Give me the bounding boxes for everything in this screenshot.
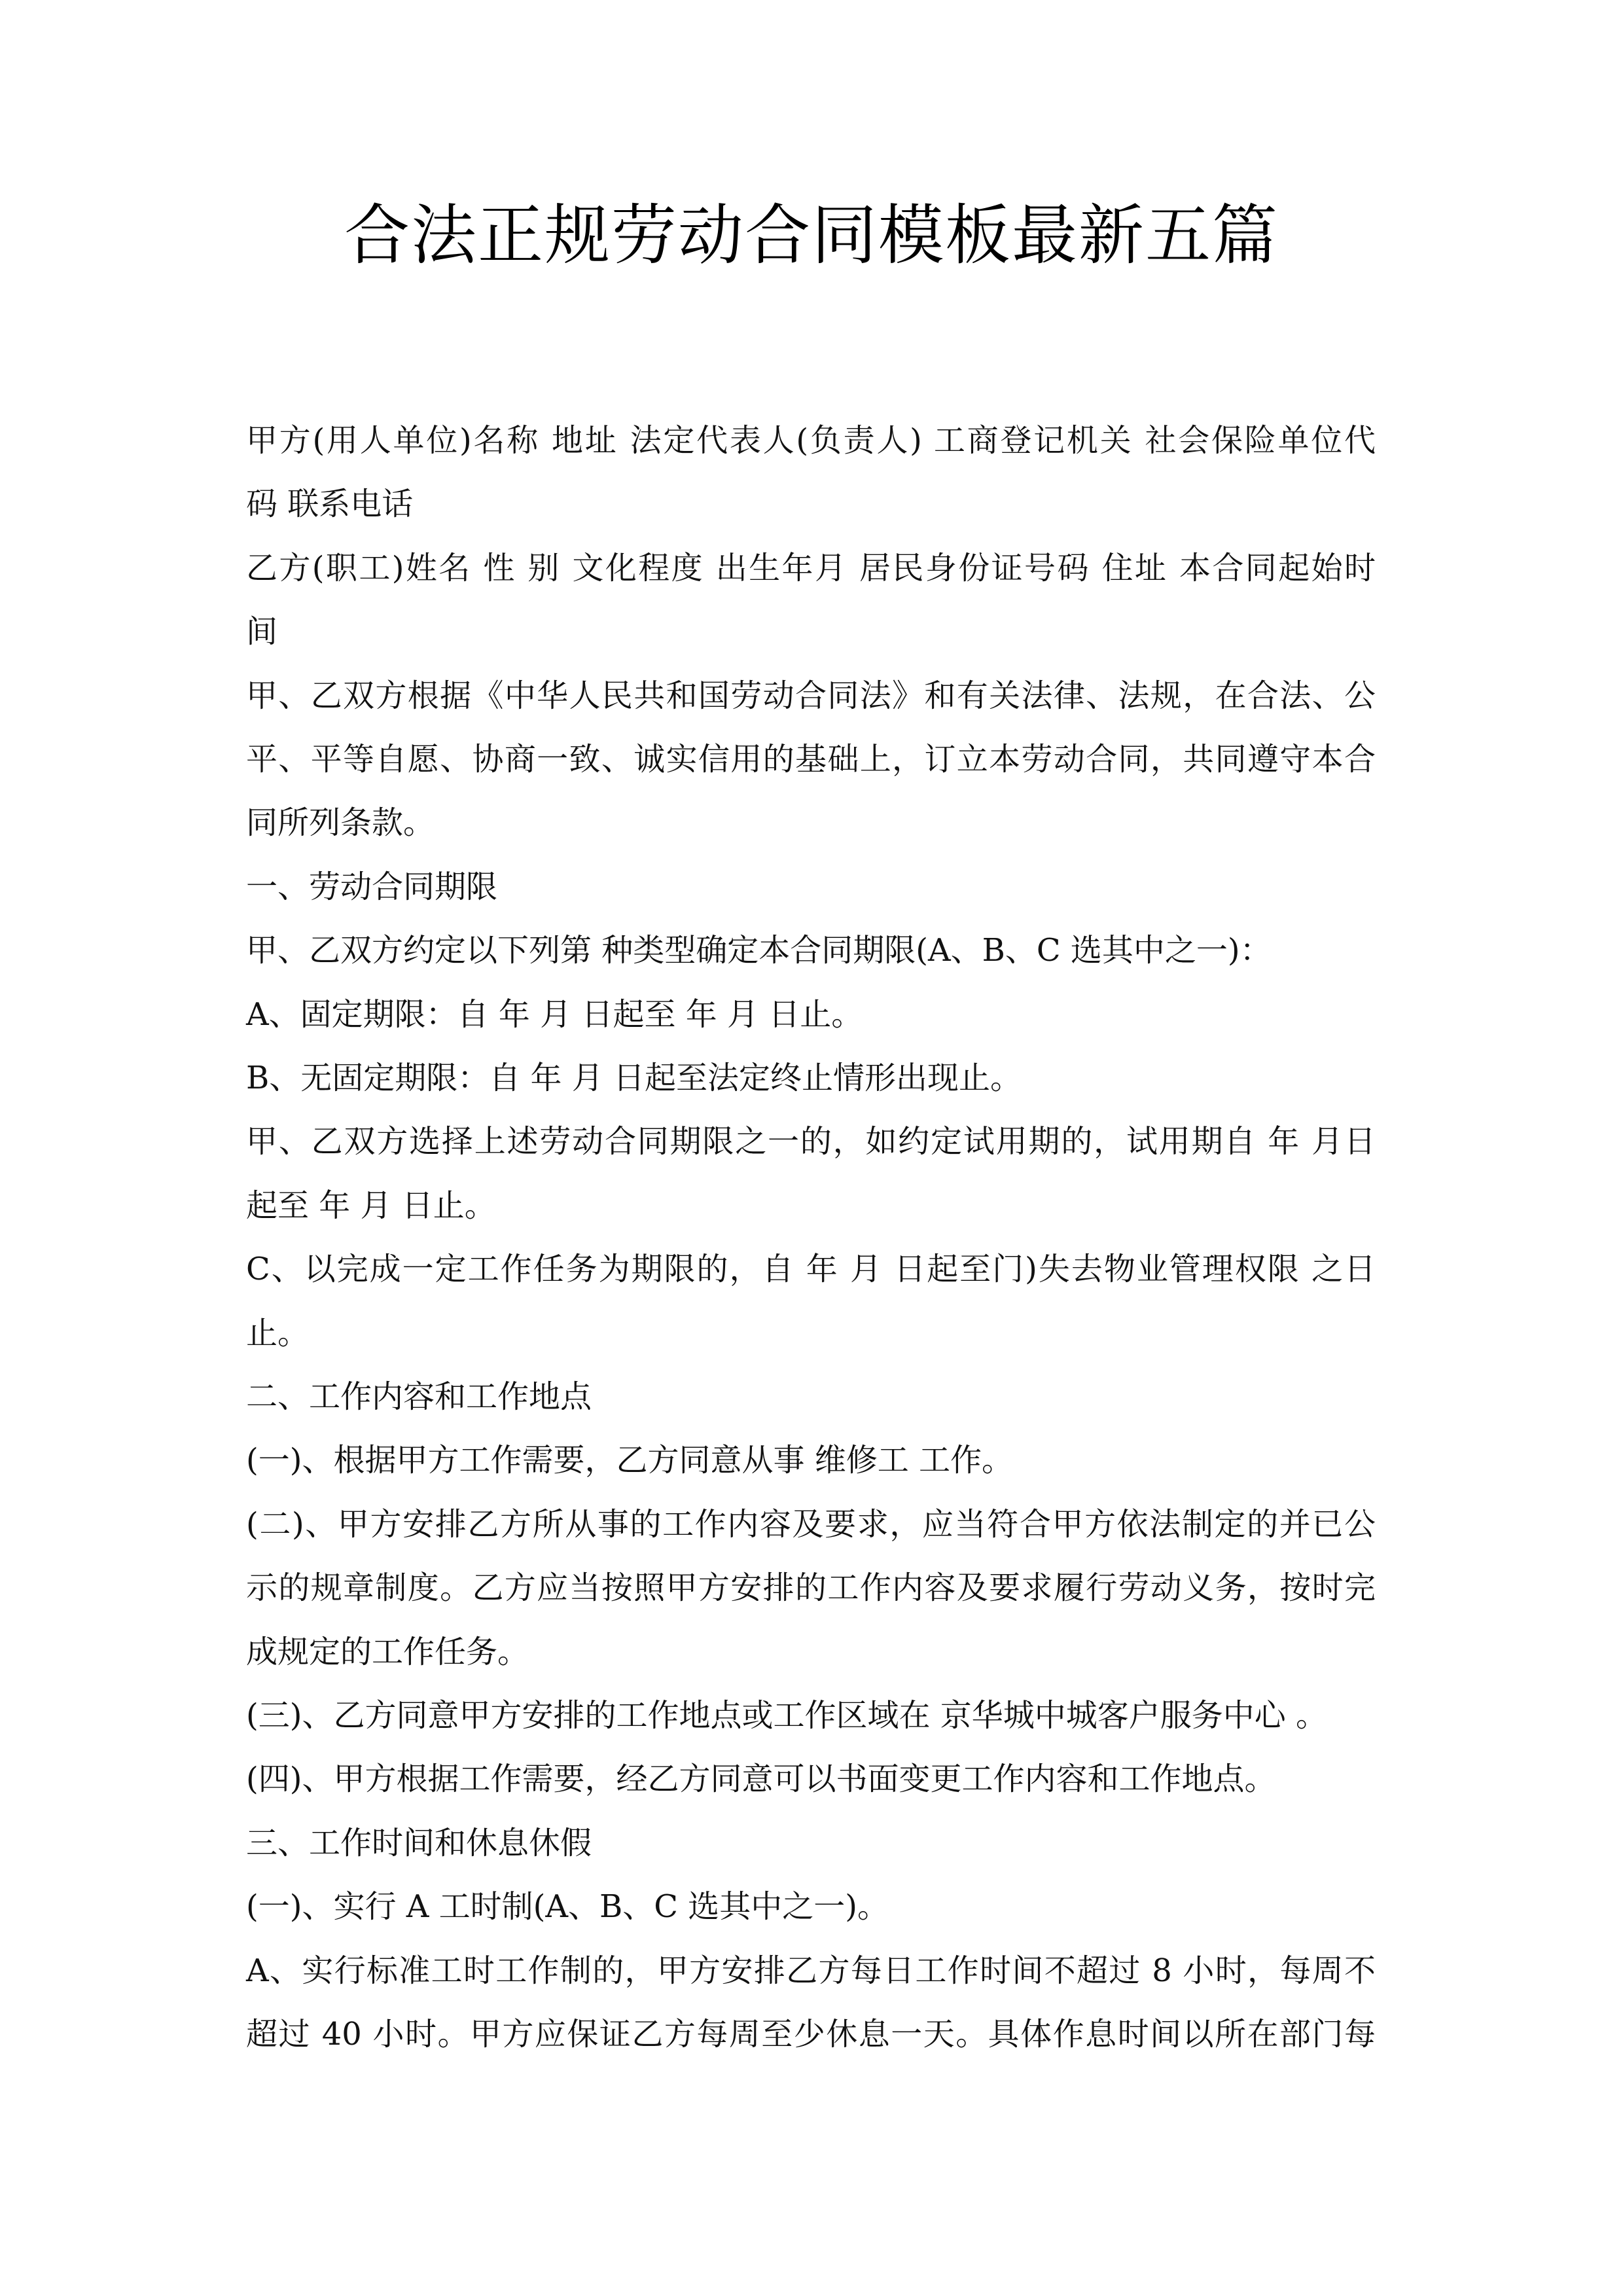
body-line: 码 联系电话	[246, 486, 414, 522]
body-line: (一)、根据甲方工作需要，乙方同意从事 维修工 工作。	[246, 1442, 1013, 1479]
section-heading: 二、工作内容和工作地点	[246, 1378, 592, 1415]
body-line: A、固定期限：自 年 月 日起至 年 月 日止。	[246, 996, 863, 1033]
body-line: C、以完成一定工作任务为期限的，自 年 月 日起至门)失去物业管理权限 之日	[246, 1251, 1376, 1287]
body-line: (二)、甲方安排乙方所从事的工作内容及要求，应当符合甲方依法制定的并已公	[246, 1506, 1376, 1543]
body-line: 平、平等自愿、协商一致、诚实信用的基础上，订立本劳动合同，共同遵守本合	[246, 741, 1376, 778]
body-line: B、无固定期限：自 年 月 日起至法定终止情形出现止。	[246, 1060, 1022, 1096]
section-heading: 三、工作时间和休息休假	[246, 1825, 592, 1861]
body-line: (一)、实行 A 工时制(A、B、C 选其中之一)。	[246, 1888, 889, 1925]
body-line: A、实行标准工时工作制的，甲方安排乙方每日工作时间不超过 8 小时，每周不	[246, 1952, 1376, 1989]
body-line: 示的规章制度。乙方应当按照甲方安排的工作内容及要求履行劳动义务，按时完	[246, 1570, 1376, 1606]
body-line: 乙方(职工)姓名 性 别 文化程度 出生年月 居民身份证号码 住址 本合同起始时	[246, 550, 1376, 586]
body-line: (四)、甲方根据工作需要，经乙方同意可以书面变更工作内容和工作地点。	[246, 1761, 1276, 1797]
body-line: 甲、乙双方约定以下列第 种类型确定本合同期限(A、B、C 选其中之一)：	[246, 932, 1272, 969]
document-title: 合法正规劳动合同模板最新五篇	[344, 197, 1279, 274]
body-line: 间	[246, 613, 278, 650]
body-line: 超过 40 小时。甲方应保证乙方每周至少休息一天。具体作息时间以所在部门每	[246, 2016, 1376, 2053]
body-line: 同所列条款。	[246, 804, 435, 841]
body-line: 甲、乙双方根据《中华人民共和国劳动合同法》和有关法律、法规，在合法、公	[246, 677, 1376, 714]
body-line: 止。	[246, 1315, 310, 1352]
body-line: (三)、乙方同意甲方安排的工作地点或工作区域在 京华城中城客户服务中心 。	[246, 1697, 1327, 1734]
body-line: 甲、乙双方选择上述劳动合同期限之一的，如约定试用期的，试用期自 年 月日	[246, 1123, 1376, 1160]
body-line: 甲方(用人单位)名称 地址 法定代表人(负责人) 工商登记机关 社会保险单位代	[246, 422, 1376, 459]
section-heading: 一、劳动合同期限	[246, 869, 498, 905]
body-line: 起至 年 月 日止。	[246, 1187, 496, 1224]
body-line: 成规定的工作任务。	[246, 1634, 529, 1670]
